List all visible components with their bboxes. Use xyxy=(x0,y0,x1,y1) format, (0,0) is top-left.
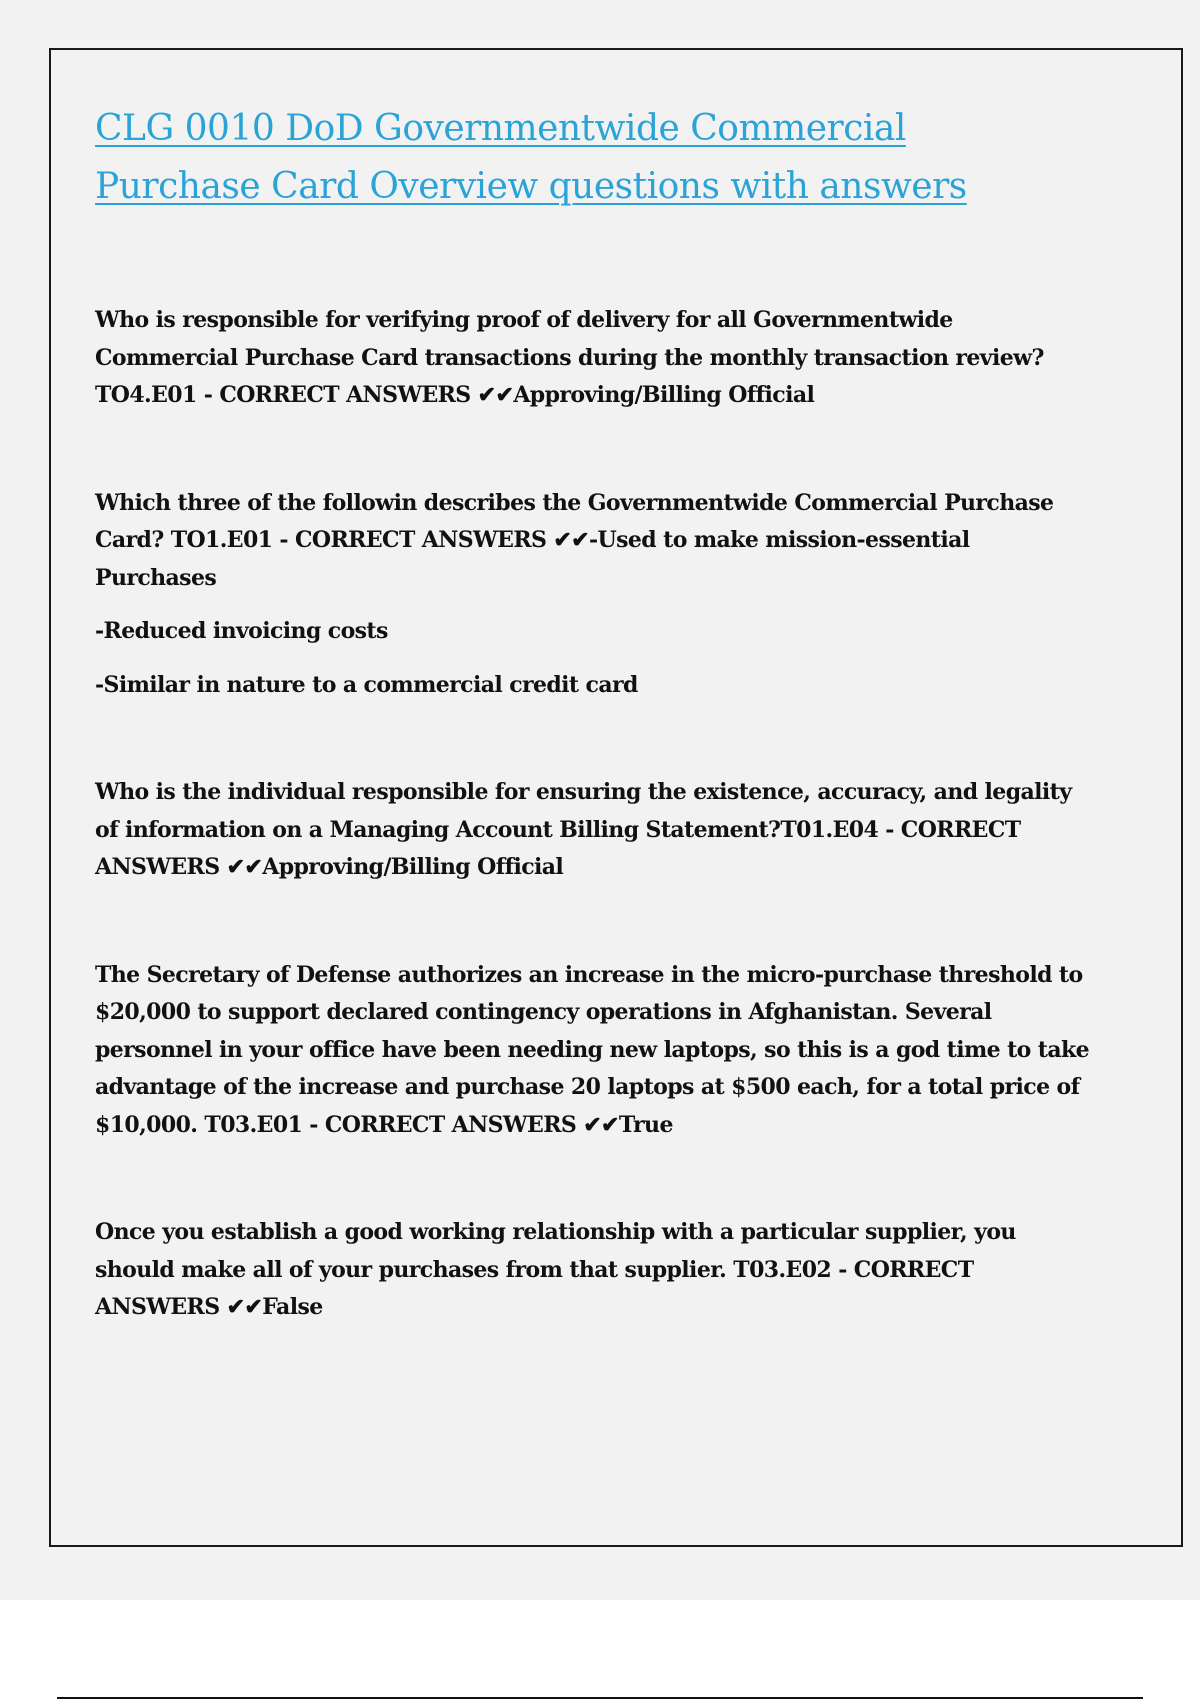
qa-item-3 xyxy=(95,774,1095,887)
qa-item-text: Which three of the followin describes the Governmentwide Commercial Purchase Card? TO1.E01 - CORRECT ANSWERS ✔✔-Used to make mission-essential Purchases xyxy=(95,489,1054,591)
qa-item-text: Who is the individual responsible for ensuring the existence, accuracy, and legality of information on a Managing Account Billing Statement?T01.E04 - CORRECT ANSWERS ✔✔Approving/Billing Official xyxy=(95,779,1072,880)
qa-list xyxy=(95,302,1095,1327)
qa-item-answer-line: -Reduced invoicing costs xyxy=(95,618,388,644)
qa-item-answer-line: -Similar in nature to a commercial credit card xyxy=(95,671,638,698)
qa-item-text: Who is responsible for verifying proof of delivery for all Governmentwide Commercial Purchase Card transactions during the monthly transaction review? TO4.E01 - CORRECT ANSWERS ✔✔Approving/Billing Official xyxy=(95,307,1044,408)
qa-item-2 xyxy=(95,485,1095,705)
qa-item-text: Once you establish a good working relationship with a particular supplier, you should make all of your purchases from that supplier. T03.E02 - CORRECT ANSWERS ✔✔False xyxy=(95,1219,1016,1320)
footer-divider xyxy=(57,1697,1143,1699)
qa-item-4 xyxy=(95,957,1095,1145)
qa-item-1 xyxy=(95,302,1095,415)
document-title xyxy=(95,100,975,216)
qa-item-text: The Secretary of Defense authorizes an increase in the micro-purchase threshold to $20,000 to support declared contingency operations in Afghanistan. Several personnel in your office have been needing new laptops, so this is a god time to take advantage of the increase and purchase 20 laptops at $500 each, for a total price of $10,000. T03.E01 - CORRECT ANSWERS ✔✔True xyxy=(95,961,1090,1138)
qa-item-5 xyxy=(95,1214,1095,1327)
document-title-link[interactable]: CLG 0010 DoD Governmentwide Commercial Purchase Card Overview questions with answers xyxy=(95,108,967,207)
